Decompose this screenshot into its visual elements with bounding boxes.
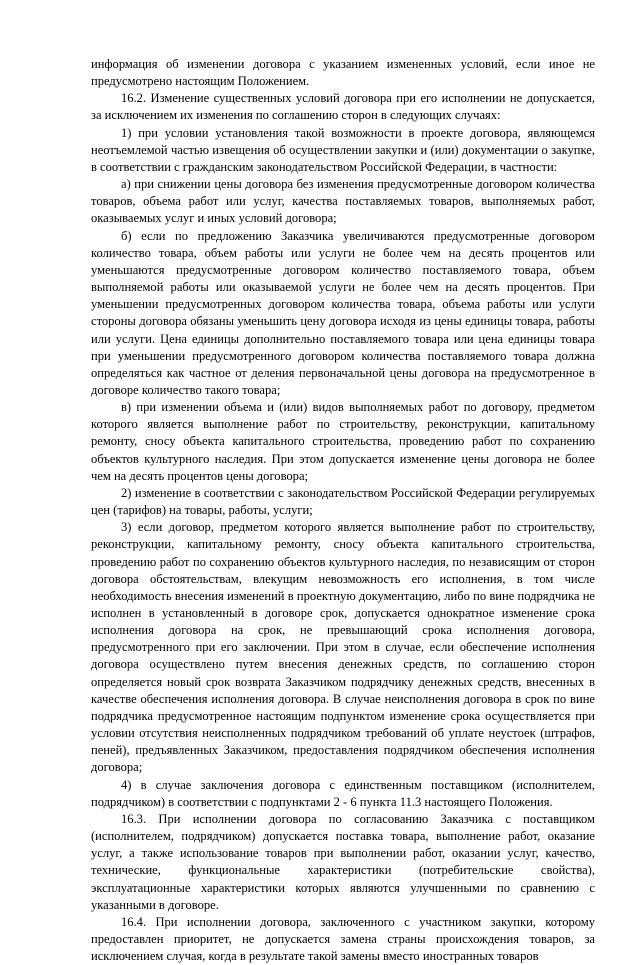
paragraph-16-2-item-1a: а) при снижении цены договора без изменения предусмотренные договором количества товаров, объема работ или услуг, качества поставляемых товаров, выполняемых работ, оказываемых услуг и иных условий договора; bbox=[91, 177, 595, 226]
paragraph-16-3: 16.3. При исполнении договора по согласованию Заказчика с поставщиком (исполнителем, подрядчиком) допускается поставка товара, выполнение работ, оказание услуг, а также использование товаров при выполнении работ, оказании услуг, качество, технические, функциональные характеристики (потребительские свойства), эксплуатационные характеристики которых являются улучшенными по сравнению с указанными в договоре. bbox=[91, 811, 595, 912]
paragraph-16-2-item-1v: в) при изменении объема и (или) видов выполняемых работ по договору, предметом которого является выполнение работ по строительству, реконструкции, капитальному ремонту, сносу объекта капитального строительства, проведению работ по сохранению объектов культурного наследия. При этом допускается изменение цены договора не более чем на десять процентов цены договора; bbox=[91, 400, 595, 483]
paragraph-continuation: информация об изменении договора с указанием измененных условий, если иное не предусмотрено настоящим Положением. bbox=[91, 57, 595, 89]
paragraph-16-2-item-3: 3) если договор, предметом которого является выполнение работ по строительству, реконструкции, капитальному ремонту, сносу объекта капитального строительства, проведению работ по сохранению объектов культурного наследия, по независящим от сторон договора обстоятельствам, влекущим невозможность его исполнения, в том числе необходимость внесения изменений в проектную документацию, либо по вине подрядчика не исполнен в установленный в договоре срок, допускается однократное изменение срока исполнения договора на срок, не превышающий срока исполнения договора, предусмотренного при его заключении. При этом в случае, если обеспечение исполнения договора осуществлено путем внесения денежных средств, по соглашению сторон определяется новый срок возврата Заказчиком подрядчику денежных средств, внесенных в качестве обеспечения исполнения договора. В случае неисполнения договора в срок по вине подрядчика предусмотренное настоящим подпунктом изменение срока осуществляется при условии отсутствия неисполненных подрядчиком требований об уплате неустоек (штрафов, пеней), предъявленных Заказчиком, предоставления подрядчиком обеспечения исполнения договора; bbox=[91, 520, 595, 775]
paragraph-16-2-item-2: 2) изменение в соответствии с законодательством Российской Федерации регулируемых цен (тарифов) на товары, работы, услуги; bbox=[91, 485, 595, 518]
document-body bbox=[91, 56, 595, 965]
paragraph-16-2: 16.2. Изменение существенных условий договора при его исполнении не допускается, за исключением их изменения по соглашению сторон в следующих случаях: bbox=[91, 91, 595, 123]
paragraph-16-2-item-4: 4) в случае заключения договора с единственным поставщиком (исполнителем, подрядчиком) в соответствии с подпунктами 2 - 6 пункта 11.3 настоящего Положения. bbox=[91, 777, 595, 809]
paragraph-16-2-item-1b: б) если по предложению Заказчика увеличиваются предусмотренные договором количество товара, объем работы или услуги не более чем на десять процентов или уменьшаются предусмотренные договором количество поставляемого товара, объем выполняемой работы или оказываемой услуги не более чем на десять процентов. При уменьшении предусмотренных договором количества товара, объема работы или услуги стороны договора обязаны уменьшить цену договора исходя из цены единицы товара, работы или услуги. Цена единицы дополнительно поставляемого товара или цена единицы товара при уменьшении предусмотренного договором количества поставляемого товара должна определяться как частное от деления первоначальной цены договора на предусмотренное в договоре количество такого товара; bbox=[91, 228, 595, 397]
paragraph-16-2-item-1: 1) при условии установления такой возможности в проекте договора, являющемся неотъемлемой частью извещения об осуществлении закупки и (или) документации о закупке, в соответствии с гражданским законодательством Российской Федерации, в частности: bbox=[91, 125, 595, 174]
paragraph-16-4: 16.4. При исполнении договора, заключенного с участником закупки, которому предоставлен приоритет, не допускается замена страны происхождения товаров, за исключением случая, когда в результате такой замены вместо иностранных товаров bbox=[91, 914, 595, 964]
